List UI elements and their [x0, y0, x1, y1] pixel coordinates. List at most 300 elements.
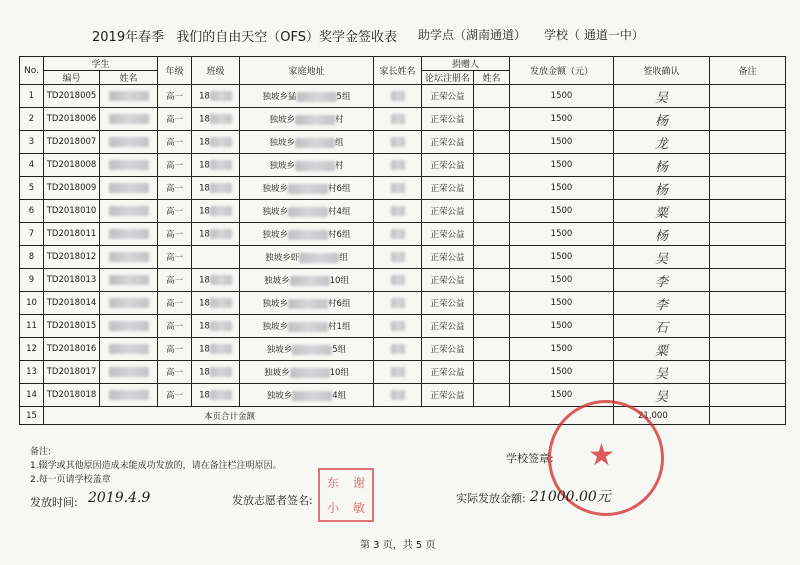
row-address-text: 独坡乡虾 [265, 253, 300, 263]
row-address-suffix: 10组 [329, 276, 349, 286]
table-row [20, 154, 786, 177]
row-address-suffix: 组 [335, 138, 344, 148]
row-no-text: 8 [28, 252, 35, 262]
row-forum-name [422, 200, 474, 223]
row-address-suffix: 村 [335, 115, 344, 125]
row-student-name [100, 131, 158, 154]
row-address-text: 独坡乡 [262, 322, 289, 332]
row-student-name [100, 108, 158, 131]
row-donor-name [474, 177, 510, 200]
row-forum-name-text: 正荣公益 [430, 138, 465, 148]
row-grade [158, 292, 192, 315]
row-parent-name [374, 315, 422, 338]
row-student-id-text: TD2018016 [46, 344, 97, 354]
redacted-text [288, 322, 328, 332]
row-forum-name [422, 315, 474, 338]
row-no [20, 315, 44, 338]
row-class [192, 292, 240, 315]
volunteer-name-stamp [318, 468, 374, 522]
row-amount [510, 177, 614, 200]
row-class-text: 18 [199, 206, 210, 217]
row-class [192, 223, 240, 246]
row-signature [614, 108, 710, 131]
row-forum-name [422, 223, 474, 246]
row-student-id [44, 246, 100, 269]
scholarship-table [19, 56, 786, 425]
row-class [192, 85, 240, 108]
table-row [20, 292, 786, 315]
header-donor-name: 姓名 [474, 71, 510, 85]
row-grade [158, 200, 192, 223]
row-address [240, 223, 374, 246]
row-signature [614, 154, 710, 177]
row-no-text: 13 [26, 367, 37, 377]
row-amount [510, 361, 614, 384]
redacted-text [210, 137, 232, 147]
row-parent-name [374, 361, 422, 384]
row-remark [710, 361, 786, 384]
redacted-text [391, 321, 405, 331]
row-grade [158, 85, 192, 108]
redacted-text [297, 92, 337, 102]
row-remark [710, 85, 786, 108]
row-signature-text: 李 [654, 274, 668, 290]
header-forum-name: 论坛注册名 [422, 71, 474, 85]
row-donor-name [474, 85, 510, 108]
row-remark [710, 177, 786, 200]
row-no [20, 200, 44, 223]
row-no-text: 11 [26, 321, 37, 331]
redacted-text [391, 160, 405, 170]
row-student-name [100, 85, 158, 108]
redacted-text [210, 206, 232, 216]
row-class-text: 18 [199, 298, 210, 309]
row-signature-text: 龙 [654, 136, 668, 152]
page-number: 第 3 页，共 5 页 [360, 540, 436, 551]
row-grade-text: 高一 [165, 345, 183, 355]
row-student-id [44, 108, 100, 131]
row-grade [158, 384, 192, 407]
row-no-text: 6 [28, 206, 35, 216]
row-grade-text: 高一 [165, 391, 183, 401]
row-address-text: 独坡乡 [266, 391, 293, 401]
row-class [192, 338, 240, 361]
row-amount-text: 1500 [550, 114, 573, 124]
row-donor-name [474, 384, 510, 407]
row-class-text: 18 [199, 137, 210, 148]
row-signature [614, 361, 710, 384]
row-class [192, 177, 240, 200]
row-amount-text: 1500 [550, 160, 573, 170]
row-address [240, 246, 374, 269]
row-no [20, 223, 44, 246]
row-amount [510, 200, 614, 223]
volunteer-sign-label: 发放志愿者签名: [232, 494, 313, 507]
row-student-id [44, 177, 100, 200]
row-grade-text: 高一 [165, 230, 183, 240]
row-address [240, 269, 374, 292]
row-address [240, 384, 374, 407]
row-forum-name [422, 246, 474, 269]
row-signature [614, 269, 710, 292]
row-parent-name [374, 338, 422, 361]
row-grade [158, 154, 192, 177]
row-student-id-text: TD2018008 [46, 160, 97, 170]
row-forum-name [422, 292, 474, 315]
row-remark [710, 246, 786, 269]
row-address-text: 独坡乡 [264, 276, 290, 286]
row-forum-name [422, 177, 474, 200]
row-remark [710, 131, 786, 154]
row-forum-name-text: 正荣公益 [430, 207, 465, 217]
row-student-name [100, 223, 158, 246]
season-label: 2019年春季 [92, 30, 165, 45]
redacted-text [210, 229, 232, 239]
row-address-suffix: 村6组 [328, 184, 351, 194]
row-student-name [100, 361, 158, 384]
table-row [20, 338, 786, 361]
table-row [20, 131, 786, 154]
row-signature-text: 石 [654, 320, 668, 336]
header-student: 学生 [44, 57, 158, 71]
row-signature-text: 杨 [654, 182, 668, 198]
row-student-id-text: TD2018010 [46, 206, 97, 216]
row-forum-name [422, 85, 474, 108]
row-donor-name [474, 338, 510, 361]
row-address [240, 154, 374, 177]
redacted-text [391, 91, 405, 101]
row-no [20, 361, 44, 384]
row-address [240, 292, 374, 315]
school-sign-label: 学校签章: [506, 452, 554, 465]
row-address [240, 200, 374, 223]
row-grade [158, 361, 192, 384]
row-amount [510, 131, 614, 154]
issue-time-value: 2019.4.9 [88, 490, 151, 506]
redacted-text [210, 367, 232, 377]
row-parent-name [374, 108, 422, 131]
row-remark [710, 200, 786, 223]
redacted-text [109, 91, 149, 101]
row-address-suffix: 村6组 [328, 230, 351, 240]
row-student-name [100, 384, 158, 407]
row-no [20, 108, 44, 131]
row-address-text: 独坡乡 [269, 115, 295, 125]
row-student-id-text: TD2018005 [46, 91, 97, 101]
total-label: 本页合计金额 [44, 407, 614, 425]
redacted-text [109, 206, 149, 216]
row-address [240, 361, 374, 384]
row-address-suffix: 村 [335, 161, 344, 171]
row-student-id-text: TD2018013 [46, 275, 97, 285]
table-row [20, 177, 786, 200]
row-student-id [44, 269, 100, 292]
row-amount [510, 154, 614, 177]
row-student-name [100, 177, 158, 200]
redacted-text [295, 115, 335, 125]
redacted-text [292, 345, 332, 355]
redacted-text [109, 229, 149, 239]
row-student-id-text: TD2018006 [46, 114, 97, 124]
row-grade-text: 高一 [165, 276, 183, 286]
notes-title: 备注: [30, 447, 52, 457]
redacted-text [391, 390, 405, 400]
redacted-text [391, 298, 405, 308]
redacted-text [109, 160, 149, 170]
row-no [20, 384, 44, 407]
row-donor-name [474, 108, 510, 131]
row-forum-name-text: 正荣公益 [430, 322, 465, 332]
row-forum-name-text: 正荣公益 [430, 391, 465, 401]
redacted-text [109, 321, 149, 331]
row-student-id [44, 154, 100, 177]
row-signature [614, 200, 710, 223]
redacted-text [288, 207, 328, 217]
row-forum-name [422, 131, 474, 154]
row-remark [710, 315, 786, 338]
row-signature [614, 131, 710, 154]
redacted-text [391, 344, 405, 354]
row-class [192, 154, 240, 177]
row-no-text: 5 [28, 183, 35, 193]
table-row [20, 108, 786, 131]
row-remark [710, 384, 786, 407]
row-donor-name [474, 246, 510, 269]
row-forum-name-text: 正荣公益 [430, 184, 465, 194]
row-grade-text: 高一 [165, 184, 183, 194]
row-address [240, 338, 374, 361]
redacted-text [109, 367, 149, 377]
stamp-char-1: 东 [326, 476, 339, 490]
row-student-id-text: TD2018015 [46, 321, 97, 331]
row-class [192, 200, 240, 223]
row-signature-text: 吴 [654, 389, 668, 405]
row-donor-name [474, 131, 510, 154]
redacted-text [290, 368, 330, 378]
table-row [20, 315, 786, 338]
row-student-name [100, 200, 158, 223]
seal-star-icon: ★ [588, 438, 615, 473]
row-amount-text: 1500 [550, 298, 573, 308]
row-signature-text: 吴 [654, 251, 668, 267]
redacted-text [391, 137, 405, 147]
row-address [240, 108, 374, 131]
row-amount-text: 1500 [550, 91, 573, 101]
redacted-text [109, 298, 149, 308]
redacted-text [391, 206, 405, 216]
row-amount-text: 1500 [550, 344, 573, 354]
redacted-text [109, 275, 149, 285]
redacted-text [210, 344, 232, 354]
row-class [192, 108, 240, 131]
row-signature-text: 吴 [654, 90, 668, 106]
redacted-text [109, 344, 149, 354]
row-no-text: 9 [28, 275, 35, 285]
row-student-id [44, 361, 100, 384]
row-address-text: 独坡乡 [262, 184, 289, 194]
row-student-id [44, 292, 100, 315]
row-amount [510, 246, 614, 269]
row-signature [614, 292, 710, 315]
row-no [20, 131, 44, 154]
row-no [20, 269, 44, 292]
row-student-id [44, 315, 100, 338]
row-class-text: 18 [199, 367, 210, 378]
row-class-text: 18 [199, 321, 210, 332]
row-forum-name-text: 正荣公益 [430, 92, 465, 102]
row-grade-text: 高一 [165, 322, 183, 332]
row-no-text: 4 [28, 160, 35, 170]
row-donor-name [474, 223, 510, 246]
row-amount-text: 1500 [550, 137, 573, 147]
row-forum-name [422, 338, 474, 361]
row-remark [710, 338, 786, 361]
row-parent-name [374, 246, 422, 269]
row-student-id-text: TD2018007 [46, 137, 97, 147]
row-forum-name-text: 正荣公益 [430, 368, 465, 378]
header-grade: 年级 [158, 57, 192, 85]
actual-amount-value: 21000.00元 [530, 489, 611, 505]
table-row [20, 361, 786, 384]
redacted-text [109, 114, 149, 124]
row-donor-name [474, 269, 510, 292]
row-signature-text: 李 [654, 297, 668, 313]
row-forum-name-text: 正荣公益 [430, 115, 465, 125]
row-no [20, 246, 44, 269]
redacted-text [391, 252, 405, 262]
document-header [92, 26, 405, 45]
issue-time-label: 发放时间: [30, 496, 78, 509]
row-address-suffix: 村6组 [328, 299, 351, 309]
row-signature [614, 384, 710, 407]
header-donor: 捐赠人 [422, 57, 510, 71]
row-amount [510, 85, 614, 108]
table-row [20, 384, 786, 407]
row-amount [510, 269, 614, 292]
row-forum-name-text: 正荣公益 [430, 276, 465, 286]
row-amount-text: 1500 [550, 229, 573, 239]
row-student-name [100, 246, 158, 269]
row-student-id [44, 131, 100, 154]
redacted-text [295, 161, 335, 171]
row-student-id [44, 223, 100, 246]
row-no-text: 14 [26, 390, 37, 400]
row-signature-text: 杨 [654, 113, 668, 129]
row-forum-name [422, 108, 474, 131]
row-amount [510, 292, 614, 315]
row-signature-text: 粟 [654, 343, 668, 359]
row-remark [710, 269, 786, 292]
redacted-text [210, 183, 232, 193]
row-parent-name [374, 177, 422, 200]
row-address-suffix: 村4组 [328, 207, 351, 217]
redacted-text [210, 298, 232, 308]
row-address-suffix: 10组 [329, 368, 349, 378]
row-class-text: 18 [199, 91, 210, 102]
redacted-text [295, 138, 335, 148]
redacted-text [391, 114, 405, 124]
row-address-text: 独坡乡 [269, 161, 295, 171]
redacted-text [109, 390, 149, 400]
row-donor-name [474, 292, 510, 315]
row-address [240, 85, 374, 108]
row-student-id-text: TD2018009 [46, 183, 97, 193]
row-class-text: 18 [199, 229, 210, 240]
row-no [20, 154, 44, 177]
row-class [192, 269, 240, 292]
row-grade-text: 高一 [165, 207, 183, 217]
row-address [240, 131, 374, 154]
row-student-name [100, 154, 158, 177]
header-no: No. [20, 57, 44, 85]
row-address-suffix: 5组 [332, 345, 347, 355]
row-forum-name [422, 384, 474, 407]
row-student-id-text: TD2018017 [46, 367, 97, 377]
row-signature-text: 杨 [654, 159, 668, 175]
header-class: 班级 [192, 57, 240, 85]
row-grade-text: 高一 [165, 368, 183, 378]
row-student-id [44, 200, 100, 223]
row-remark [710, 108, 786, 131]
stamp-char-3: 小 [326, 501, 339, 515]
table-row [20, 200, 786, 223]
row-amount-text: 1500 [550, 367, 573, 377]
row-address-text: 独坡乡 [262, 207, 289, 217]
table-row [20, 269, 786, 292]
total-remark [710, 407, 786, 425]
row-class-text: 18 [199, 183, 210, 194]
row-grade-text: 高一 [165, 161, 183, 171]
row-amount [510, 223, 614, 246]
assist-point-label: 助学点（湖南通道） [418, 28, 527, 42]
row-grade [158, 269, 192, 292]
row-address [240, 315, 374, 338]
row-grade [158, 108, 192, 131]
row-no [20, 292, 44, 315]
row-grade-text: 高一 [165, 92, 183, 102]
row-grade [158, 246, 192, 269]
row-grade [158, 223, 192, 246]
row-no [20, 85, 44, 108]
header-address: 家庭地址 [240, 57, 374, 85]
row-forum-name [422, 361, 474, 384]
row-no-text: 2 [28, 114, 35, 124]
row-signature [614, 315, 710, 338]
redacted-text [391, 367, 405, 377]
redacted-text [210, 275, 232, 285]
row-no-text: 12 [26, 344, 37, 354]
redacted-text [391, 183, 405, 193]
redacted-text [109, 252, 149, 262]
row-amount-text: 1500 [550, 321, 573, 331]
row-grade [158, 338, 192, 361]
row-address-text: 独坡乡 [262, 230, 289, 240]
document-title: 我们的自由天空（OFS）奖学金签收表 [176, 30, 397, 45]
row-address-suffix: 组 [339, 253, 348, 263]
row-class-text: 18 [199, 275, 210, 286]
row-parent-name [374, 85, 422, 108]
row-address-text: 独坡乡 [269, 138, 295, 148]
row-class [192, 131, 240, 154]
row-amount-text: 1500 [550, 206, 573, 216]
row-parent-name [374, 200, 422, 223]
row-class-text: 18 [199, 344, 210, 355]
redacted-text [288, 299, 328, 309]
row-grade-text: 高一 [165, 138, 183, 148]
school-label: 学校（ 通道一中） [544, 28, 644, 42]
row-address [240, 177, 374, 200]
row-signature [614, 85, 710, 108]
